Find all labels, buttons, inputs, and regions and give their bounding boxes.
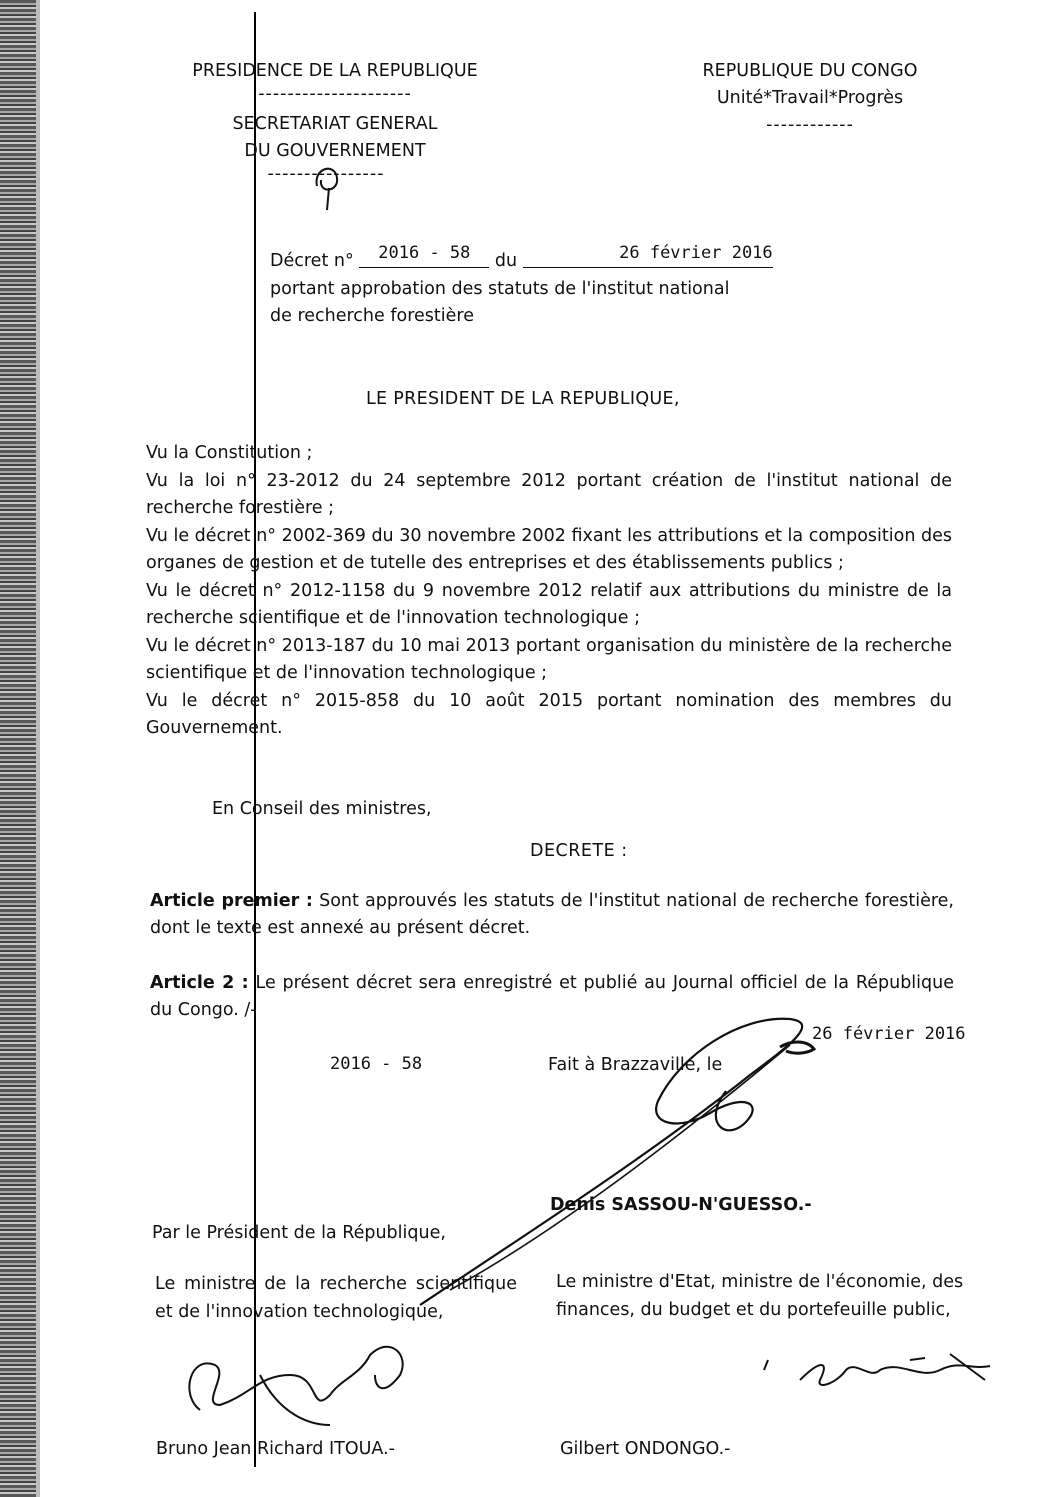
decree-number: 2016 - 58 xyxy=(359,240,489,268)
republique-line: REPUBLIQUE DU CONGO xyxy=(702,61,918,81)
handwritten-mark-icon xyxy=(305,158,355,214)
secretariat-line: SECRETARIAT GENERAL xyxy=(232,114,438,134)
par-le-president: Par le Président de la République, xyxy=(152,1223,446,1243)
scan-edge xyxy=(0,0,36,1497)
president-heading: LE PRESIDENT DE LA REPUBLIQUE, xyxy=(366,389,680,409)
minister-left-signature-icon xyxy=(160,1335,440,1435)
visa-decret-2015: Vu le décret n° 2015-858 du 10 août 2015 portant nomination des membres du Gouvernement. xyxy=(146,690,952,738)
gouvernement-line: DU GOUVERNEMENT xyxy=(244,141,426,161)
decrete-heading: DECRETE : xyxy=(530,841,628,861)
header-left-dashes-1: --------------------- xyxy=(258,84,412,104)
minister-right-title: Le ministre d'Etat, ministre de l'économie, des finances, du budget et du portefeuille public, xyxy=(556,1272,964,1320)
minister-left-title: Le ministre de la recherche scientifique et de l'innovation technologique, xyxy=(155,1274,517,1322)
visa-decret-2002: Vu le décret n° 2002-369 du 30 novembre 2002 fixant les attributions et la composition des organes de gestion et de tutelle des entreprises et des établissements publics ; xyxy=(146,525,952,573)
article-2-label: Article 2 : xyxy=(150,973,249,993)
header-left-dashes-2: ---------------- xyxy=(267,164,385,184)
scan-edge-shadow xyxy=(36,0,40,1497)
decree-subject-line-2: de recherche forestière xyxy=(270,306,474,326)
visa-constitution: Vu la Constitution ; xyxy=(146,443,313,463)
decree-prefix: Décret n° xyxy=(270,251,354,271)
minister-right-signature-icon xyxy=(760,1340,1020,1410)
presidence-line: PRESIDENCE DE LA REPUBLIQUE xyxy=(192,61,478,81)
signature-number: 2016 - 58 xyxy=(330,1054,423,1074)
signature-date: 26 février 2016 xyxy=(812,1024,966,1044)
motto: Unité*Travail*Progrès xyxy=(716,88,904,108)
visa-decret-2013: Vu le décret n° 2013-187 du 10 mai 2013 portant organisation du ministère de la recherche scientifique et de l'innovation technologique ; xyxy=(146,635,952,683)
decree-du: du xyxy=(494,251,518,271)
article-premier xyxy=(150,888,954,942)
minister-right-name: Gilbert ONDONGO.- xyxy=(560,1439,731,1459)
president-name: Denis SASSOU-N'GUESSO.- xyxy=(550,1195,812,1215)
decree-subject-line-1: portant approbation des statuts de l'institut national xyxy=(270,279,730,299)
visa-loi: Vu la loi n° 23-2012 du 24 septembre 2012 portant création de l'institut national de recherche forestière ; xyxy=(146,470,952,518)
article-premier-text: Sont approuvés les statuts de l'institut national de recherche forestière, dont le texte est annexé au présent décret. xyxy=(150,891,954,938)
council-line: En Conseil des ministres, xyxy=(212,799,432,819)
visas xyxy=(146,440,952,743)
minister-left-name: Bruno Jean Richard ITOUA.- xyxy=(156,1439,395,1459)
header-right-dashes: ------------ xyxy=(766,115,854,135)
article-2-text: Le présent décret sera enregistré et publié au Journal officiel de la République du Congo. /- xyxy=(150,973,954,1020)
decree-title xyxy=(270,243,830,330)
decree-date: 26 février 2016 xyxy=(523,240,773,268)
article-premier-label: Article premier : xyxy=(150,891,313,911)
visa-decret-2012: Vu le décret n° 2012-1158 du 9 novembre 2012 relatif aux attributions du ministre de la recherche scientifique et de l'innovation technologique ; xyxy=(146,580,952,628)
header-right xyxy=(675,58,945,134)
fait-a-brazzaville: Fait à Brazzaville, le xyxy=(548,1055,723,1075)
